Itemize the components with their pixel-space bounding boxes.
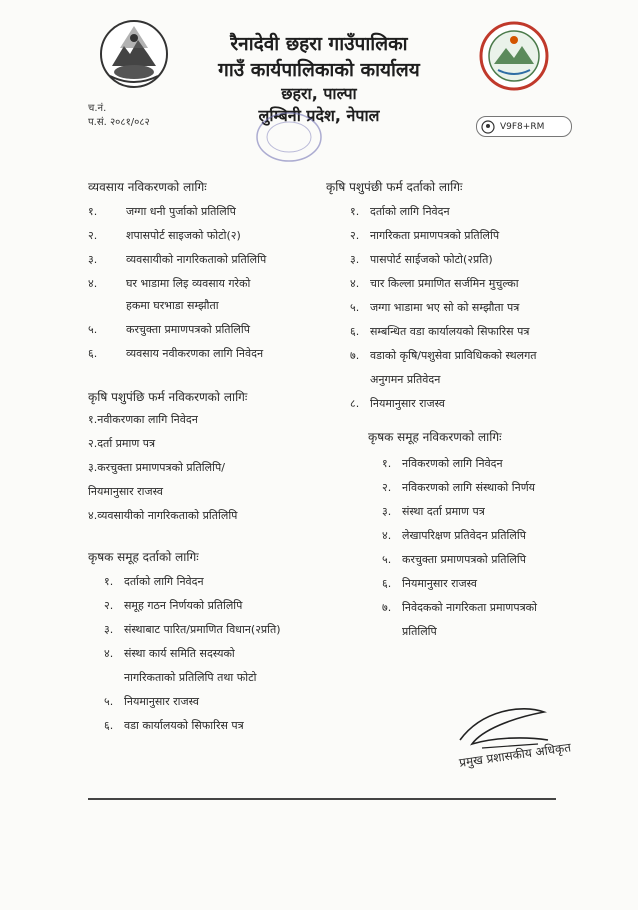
list-item: व्यवसाय नवीकरणका लागि निवेदन	[126, 347, 264, 360]
list-item: वडाको कृषि/पशुसेवा प्राविधिकको स्थलगत	[370, 349, 537, 362]
list-item-number: ६.	[382, 577, 392, 590]
list-item-number: ६.	[104, 719, 114, 732]
list-item-continuation: हकमा घरभाडा सम्झौता	[126, 299, 219, 312]
list-item-number: १.	[382, 457, 392, 470]
list-item: लेखापरिक्षण प्रतिवेदन प्रतिलिपि	[402, 529, 526, 542]
list-item-continuation: अनुगमन प्रतिवेदन	[370, 373, 441, 386]
list-item: २.दर्ता प्रमाण पत्र	[88, 437, 156, 450]
list-item: नियमानुसार राजस्व	[370, 397, 446, 410]
location-code: V9F8+RM	[500, 121, 545, 132]
list-item: संस्थाबाट पारित/प्रमाणित विधान(२प्रति)	[124, 623, 281, 636]
list-item-number: ६.	[88, 347, 98, 360]
reference-number-label: च.नं.	[88, 103, 107, 114]
section-title-farmer-group-registration: कृषक समूह दर्ताको लागिः	[88, 550, 199, 564]
location-pin-icon	[481, 120, 495, 134]
list-item: व्यवसायीको नागरिकताको प्रतिलिपि	[126, 253, 267, 266]
signatory-title: प्रमुख प्रशासकीय अधिकृत	[458, 740, 572, 770]
list-item-number: ४.	[382, 529, 392, 542]
province-country: लुम्बिनी प्रदेश, नेपाल	[258, 106, 380, 125]
list-item: नागरिकता प्रमाणपत्रको प्रतिलिपि	[370, 229, 500, 242]
list-item: १.नवीकरणका लागि निवेदन	[88, 413, 198, 426]
list-item: संस्था कार्य समिति सदस्यको	[124, 647, 235, 660]
list-item-number: ७.	[382, 601, 392, 614]
list-item: निवेदकको नागरिकता प्रमाणपत्रको	[402, 601, 537, 614]
list-item-number: ५.	[350, 301, 360, 314]
list-item-number: २.	[382, 481, 392, 494]
list-item-number: ४.	[350, 277, 360, 290]
list-item: सम्बन्धित वडा कार्यालयको सिफारिस पत्र	[370, 325, 530, 338]
list-item: पासपोर्ट साईजको फोटो(२प्रति)	[370, 253, 493, 266]
section-title-business-renewal: व्यवसाय नविकरणको लागिः	[88, 180, 207, 194]
fiscal-year-label: प.सं. २०८१/०८२	[88, 117, 150, 128]
list-item: करचुक्ता प्रमाणपत्रको प्रतिलिपि	[402, 553, 526, 566]
list-item: चार किल्ला प्रमाणित सर्जमिन मुचुल्का	[370, 277, 519, 290]
list-item-number: १.	[88, 205, 98, 218]
list-item-number: २.	[350, 229, 360, 242]
list-item: शपासपोर्ट साइजको फोटो(२)	[126, 229, 241, 242]
list-item: संस्था दर्ता प्रमाण पत्र	[402, 505, 485, 518]
list-item-number: ३.	[104, 623, 114, 636]
bottom-divider	[88, 798, 556, 800]
list-item-number: ५.	[382, 553, 392, 566]
list-item-number: २.	[88, 229, 98, 242]
list-item-number: ५.	[88, 323, 98, 336]
list-item-number: ३.	[350, 253, 360, 266]
office-name: गाउँ कार्यपालिकाको कार्यालय	[218, 59, 420, 81]
list-item: करचुक्ता प्रमाणपत्रको प्रतिलिपि	[126, 323, 250, 336]
list-item: नियमानुसार राजस्व	[402, 577, 478, 590]
list-item: जग्गा धनी पुर्जाको प्रतिलिपि	[126, 205, 236, 218]
list-item-number: ८.	[350, 397, 360, 410]
list-item-continuation: नियमानुसार राजस्व	[88, 485, 164, 498]
list-item: नियमानुसार राजस्व	[124, 695, 200, 708]
list-item-continuation: नागरिकताको प्रतिलिपि तथा फोटो	[124, 671, 257, 684]
location-code-badge	[476, 116, 572, 137]
list-item: घर भाडामा लिइ व्यवसाय गरेको	[126, 277, 251, 290]
list-item-number: २.	[104, 599, 114, 612]
list-item-number: ३.	[88, 253, 98, 266]
list-item: नविकरणको लागि निवेदन	[402, 457, 503, 470]
list-item-number: ७.	[350, 349, 360, 362]
list-item: नविकरणको लागि संस्थाको निर्णय	[402, 481, 536, 494]
list-item: जग्गा भाडामा भए सो को सम्झौता पत्र	[370, 301, 520, 314]
list-item: ३.करचुक्ता प्रमाणपत्रको प्रतिलिपि/	[88, 461, 225, 474]
list-item: ४.व्यवसायीको नागरिकताको प्रतिलिपि	[88, 509, 238, 522]
municipality-name: रैनादेवी छहरा गाउँपालिका	[230, 33, 408, 55]
list-item-number: ३.	[382, 505, 392, 518]
office-address: छहरा, पाल्पा	[281, 84, 357, 103]
section-title-livestock-renewal: कृषि पशुपंछि फर्म नविकरणको लागिः	[88, 390, 248, 404]
list-item-number: ४.	[88, 277, 98, 290]
list-item-continuation: प्रतिलिपि	[402, 625, 437, 638]
list-item: दर्ताको लागि निवेदन	[124, 575, 204, 588]
list-item-number: ४.	[104, 647, 114, 660]
list-item: दर्ताको लागि निवेदन	[370, 205, 450, 218]
list-item-number: ६.	[350, 325, 360, 338]
list-item-number: ५.	[104, 695, 114, 708]
section-title-farmer-group-renewal: कृषक समूह नविकरणको लागिः	[368, 430, 502, 444]
list-item: समूह गठन निर्णयको प्रतिलिपि	[124, 599, 243, 612]
list-item: वडा कार्यालयको सिफारिस पत्र	[124, 719, 244, 732]
section-title-livestock-registration: कृषि पशुपंछी फर्म दर्ताको लागिः	[326, 180, 463, 194]
list-item-number: १.	[350, 205, 360, 218]
list-item-number: १.	[104, 575, 114, 588]
office-stamp	[254, 110, 324, 165]
